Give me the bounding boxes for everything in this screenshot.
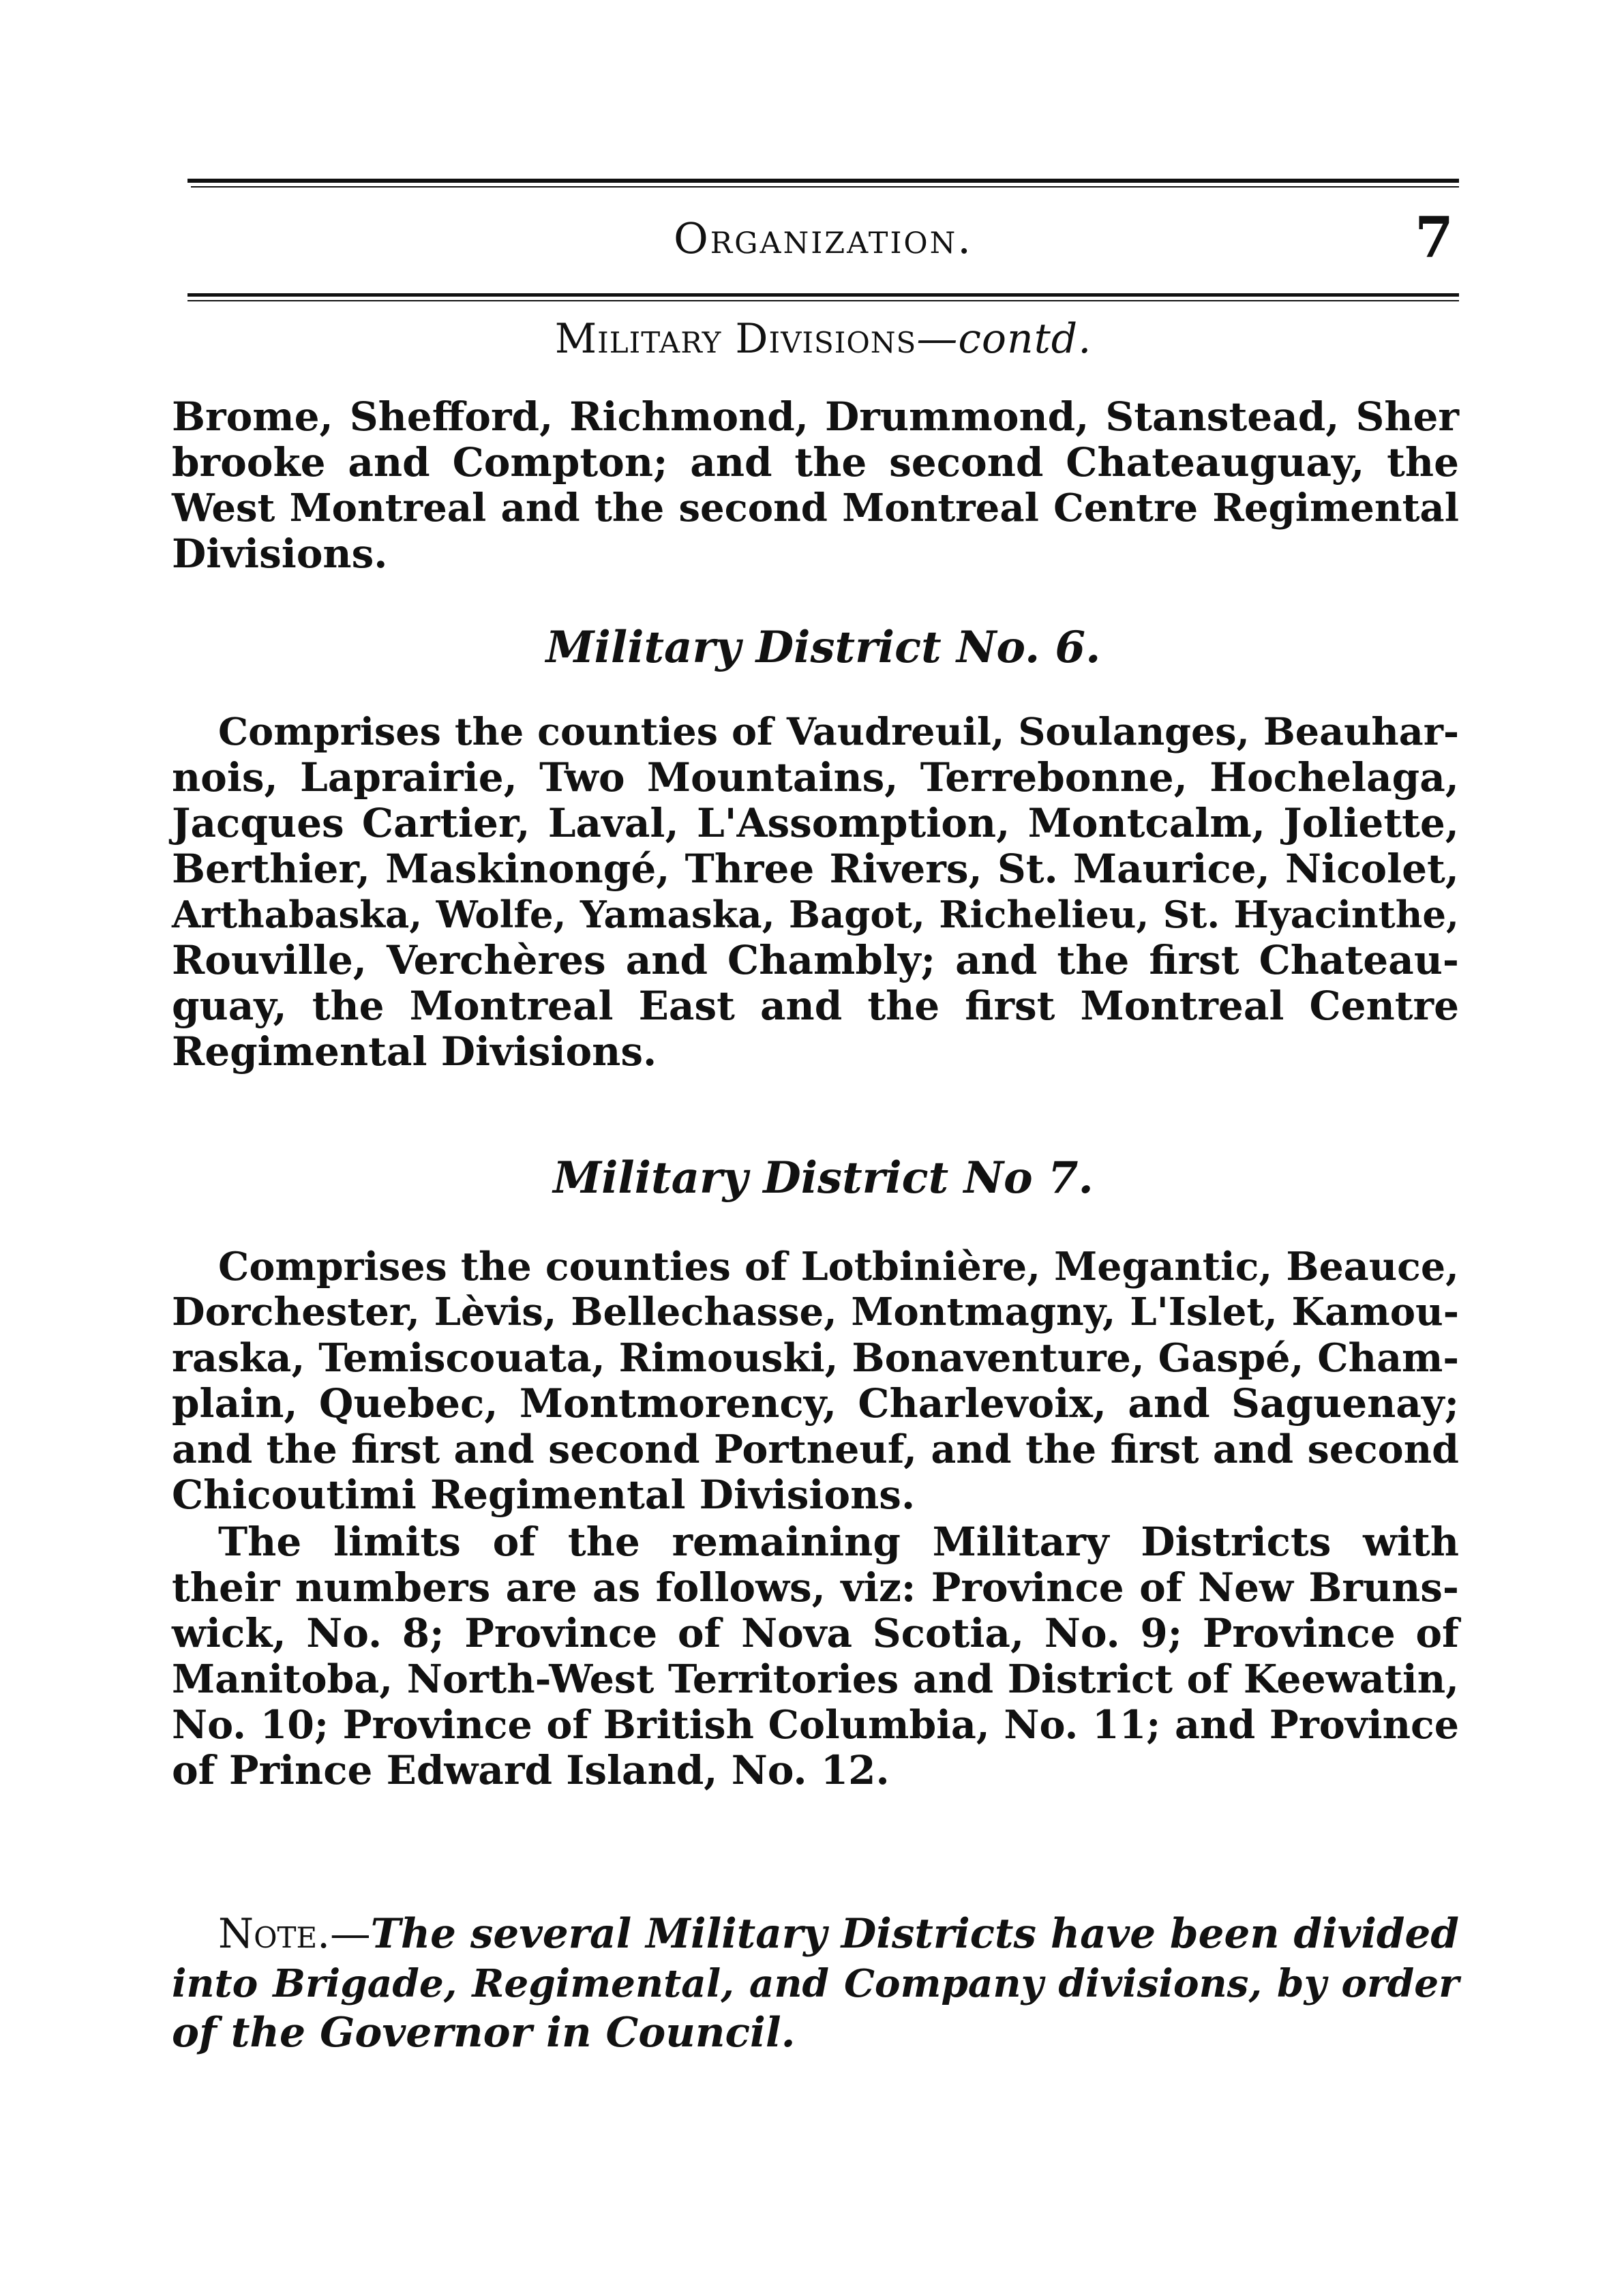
district-6-paragraph: [172, 709, 1459, 1075]
text-line: The limits of the remaining Military Districts with: [218, 1519, 1459, 1565]
district-7-heading: Military District No 7.: [553, 1152, 1094, 1204]
text-line: plain, Quebec, Montmorency, Charlevoix, and Saguenay;: [172, 1380, 1459, 1427]
text-line: Berthier, Maskinongé, Three Rivers, St. Maurice, Nicolet,: [172, 846, 1459, 892]
text-line: Regimental Divisions.: [172, 1028, 657, 1075]
note-line: into Brigade, Regimental, and Company divisions, by order: [172, 1961, 1459, 2006]
remaining-districts-paragraph: [172, 1519, 1459, 1793]
note-dash: —: [330, 1911, 371, 1958]
section-heading: [187, 315, 1459, 363]
note-line: of the Governor in Council.: [172, 2009, 796, 2057]
section-heading-title: Military Divisions: [554, 315, 917, 363]
top-rule-thin: [191, 186, 1459, 188]
text-line: raska, Temiscouata, Rimouski, Bonaventure, Gaspé, Cham-: [172, 1335, 1459, 1381]
text-line: No. 10; Province of British Columbia, No. 11; and Province: [172, 1702, 1459, 1748]
text-line: Arthabaska, Wolfe, Yamaska, Bagot, Richelieu, St. Hyacinthe,: [172, 893, 1459, 936]
note-lead: Note.: [218, 1911, 331, 1958]
text-line: brooke and Compton; and the second Chateauguay, the: [172, 439, 1459, 486]
head-rule: [187, 293, 1459, 297]
running-head: [187, 201, 1459, 276]
section-heading-contd: —contd.: [916, 315, 1092, 363]
text-line: Jacques Cartier, Laval, L'Assomption, Montcalm, Joliette,: [172, 800, 1459, 846]
text-line: wick, No. 8; Province of Nova Scotia, No. 9; Province of: [172, 1610, 1459, 1656]
note-line: [172, 1909, 1459, 1959]
text-line: their numbers are as follows, viz: Province of New Bruns-: [172, 1564, 1459, 1611]
text-line: Dorchester, Lèvis, Bellechasse, Montmagny, L'Islet, Kamou-: [172, 1289, 1459, 1335]
text-line: nois, Laprairie, Two Mountains, Terrebonne, Hochelaga,: [172, 754, 1459, 801]
district-7-paragraph: [172, 1244, 1459, 1518]
text-line: Comprises the counties of Lotbinière, Megantic, Beauce,: [218, 1244, 1459, 1289]
top-rule: [187, 179, 1459, 183]
note-paragraph: [172, 1909, 1459, 2057]
head-rule-thin: [187, 300, 1459, 301]
text-line: and the first and second Portneuf, and the first and second: [172, 1427, 1459, 1472]
text-line: West Montreal and the second Montreal Centre Regimental: [172, 486, 1459, 531]
paragraph-continued: [172, 394, 1459, 577]
text-line: Comprises the counties of Vaudreuil, Soulanges, Beauhar-: [218, 710, 1459, 754]
running-title: Organization.: [673, 213, 974, 263]
text-line: Manitoba, North-West Territories and District of Keewatin,: [172, 1656, 1459, 1702]
text-line: Brome, Shefford, Richmond, Drummond, Stanstead, Sher: [172, 393, 1459, 440]
text-line: of Prince Edward Island, No. 12.: [172, 1747, 890, 1793]
text-line: guay, the Montreal East and the first Montreal Centre: [172, 983, 1459, 1029]
text-line: Rouville, Verchères and Chambly; and the first Chateau-: [172, 937, 1459, 983]
text-line: Chicoutimi Regimental Divisions.: [172, 1472, 916, 1518]
page-number: 7: [1414, 205, 1454, 271]
district-6-heading: Military District No. 6.: [545, 622, 1101, 673]
note-text: The several Military Districts have been divided: [370, 1910, 1459, 1958]
text-line: Divisions.: [172, 531, 388, 577]
